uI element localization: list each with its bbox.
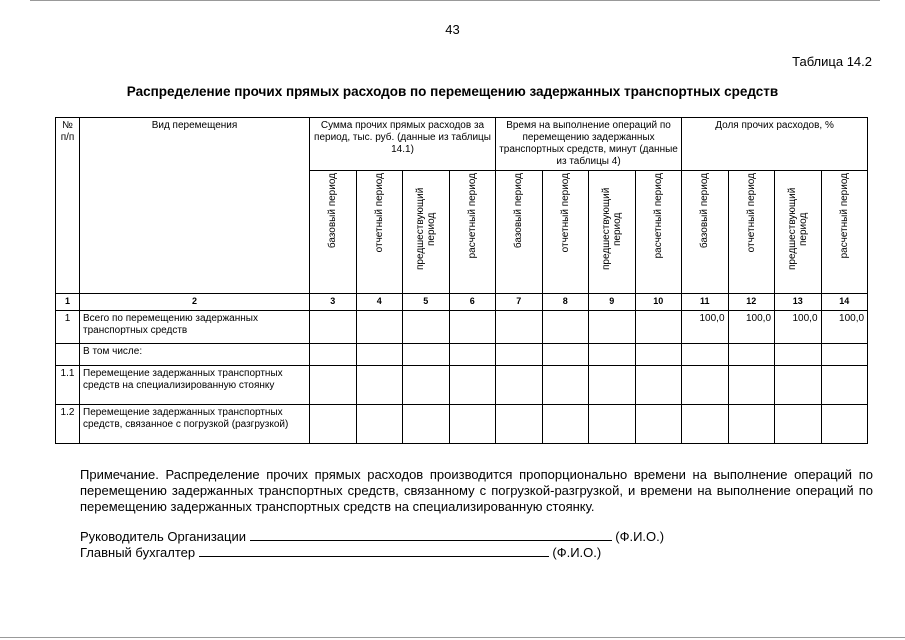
- empty-cell: [403, 311, 450, 344]
- row-number: 1.1: [56, 366, 80, 405]
- signature-line-accountant: [80, 544, 601, 560]
- empty-cell: [635, 405, 682, 444]
- empty-cell: [496, 311, 543, 344]
- column-number: 11: [682, 294, 729, 311]
- empty-cell: [449, 311, 496, 344]
- share-value: 100,0: [775, 311, 822, 344]
- empty-cell: [682, 366, 729, 405]
- empty-cell: [496, 405, 543, 444]
- empty-cell: [403, 405, 450, 444]
- header-period-cell: [589, 171, 636, 294]
- empty-cell: [728, 344, 775, 366]
- column-number: 13: [775, 294, 822, 311]
- table-row: [56, 311, 868, 344]
- empty-cell: [589, 344, 636, 366]
- header-no: № п/п: [56, 118, 80, 294]
- empty-cell: [542, 405, 589, 444]
- header-period-cell: [728, 171, 775, 294]
- period-label: базовый период: [513, 173, 525, 249]
- empty-cell: [356, 366, 403, 405]
- period-label: предшествующий период: [786, 187, 809, 271]
- column-number: 10: [635, 294, 682, 311]
- column-number: 2: [80, 294, 310, 311]
- row-number: 1.2: [56, 405, 80, 444]
- column-number: 9: [589, 294, 636, 311]
- table-row: [56, 405, 868, 444]
- empty-cell: [310, 344, 357, 366]
- empty-cell: [821, 366, 868, 405]
- row-name: Всего по перемещению задержанных транспортных средств: [80, 311, 310, 344]
- empty-cell: [310, 311, 357, 344]
- empty-cell: [635, 344, 682, 366]
- header-period-cell: [496, 171, 543, 294]
- empty-cell: [682, 405, 729, 444]
- period-label: расчетный период: [466, 173, 478, 259]
- distribution-table: [55, 117, 868, 444]
- header-period-cell: [821, 171, 868, 294]
- header-group-sum: Сумма прочих прямых расходов за период, тыс. руб. (данные из таблицы 14.1): [310, 118, 496, 171]
- header-group-time: Время на выполнение операций по перемещению задержанных транспортных средств, минут (данные из таблицы 4): [496, 118, 682, 171]
- column-number: 3: [310, 294, 357, 311]
- empty-cell: [589, 366, 636, 405]
- header-period-cell: [403, 171, 450, 294]
- header-period-cell: [449, 171, 496, 294]
- empty-cell: [775, 344, 822, 366]
- column-number: 12: [728, 294, 775, 311]
- empty-cell: [589, 311, 636, 344]
- empty-cell: [449, 344, 496, 366]
- period-label: базовый период: [327, 173, 339, 249]
- bottom-edge-line: [0, 637, 905, 638]
- share-value: 100,0: [728, 311, 775, 344]
- period-label: расчетный период: [838, 173, 850, 259]
- empty-cell: [542, 366, 589, 405]
- column-number-row: [56, 294, 868, 311]
- header-period-cell: [310, 171, 357, 294]
- column-number: 14: [821, 294, 868, 311]
- empty-cell: [821, 344, 868, 366]
- empty-cell: [682, 344, 729, 366]
- head-fio: (Ф.И.О.): [615, 529, 665, 544]
- period-label: отчетный период: [373, 173, 385, 253]
- empty-cell: [403, 344, 450, 366]
- header-period-cell: [635, 171, 682, 294]
- column-number: 5: [403, 294, 450, 311]
- empty-cell: [310, 366, 357, 405]
- empty-cell: [635, 366, 682, 405]
- empty-cell: [542, 311, 589, 344]
- row-name: Перемещение задержанных транспортных средств на специализированную стоянку: [80, 366, 310, 405]
- head-label: Руководитель Организации: [80, 529, 246, 544]
- share-value: 100,0: [821, 311, 868, 344]
- period-label: предшествующий период: [414, 187, 437, 271]
- empty-cell: [356, 311, 403, 344]
- head-signature-blank: [250, 528, 612, 541]
- column-number: 7: [496, 294, 543, 311]
- accountant-label: Главный бухгалтер: [80, 545, 196, 560]
- top-edge-line: [30, 0, 880, 1]
- column-number: 6: [449, 294, 496, 311]
- header-period-cell: [542, 171, 589, 294]
- period-label: предшествующий период: [600, 187, 623, 271]
- accountant-signature-blank: [199, 544, 549, 557]
- empty-cell: [635, 311, 682, 344]
- empty-cell: [496, 366, 543, 405]
- signature-line-head: [80, 528, 664, 544]
- column-number: 4: [356, 294, 403, 311]
- empty-cell: [356, 405, 403, 444]
- column-number: 1: [56, 294, 80, 311]
- empty-cell: [356, 344, 403, 366]
- accountant-fio: (Ф.И.О.): [552, 545, 602, 560]
- empty-cell: [542, 344, 589, 366]
- empty-cell: [821, 405, 868, 444]
- column-number: 8: [542, 294, 589, 311]
- row-name: В том числе:: [80, 344, 310, 366]
- share-value: 100,0: [682, 311, 729, 344]
- header-group-share: Доля прочих расходов, %: [682, 118, 868, 171]
- empty-cell: [728, 405, 775, 444]
- empty-cell: [449, 366, 496, 405]
- period-label: расчетный период: [652, 173, 664, 259]
- empty-cell: [496, 344, 543, 366]
- header-period-cell: [682, 171, 729, 294]
- empty-cell: [775, 366, 822, 405]
- row-name: Перемещение задержанных транспортных средств, связанное с погрузкой (разгрузкой): [80, 405, 310, 444]
- empty-cell: [589, 405, 636, 444]
- header-period-cell: [356, 171, 403, 294]
- period-label: отчетный период: [559, 173, 571, 253]
- page-number: 43: [445, 22, 460, 37]
- header-kind: Вид перемещения: [80, 118, 310, 294]
- document-title: Распределение прочих прямых расходов по перемещению задержанных транспортных средств: [126, 84, 779, 99]
- empty-cell: [449, 405, 496, 444]
- note-paragraph: Примечание. Распределение прочих прямых расходов производится пропорционально времени на выполнение операций по перемещению задержанных транспортных средств, связанному с погрузкой-разгрузкой, и времени на выполнение операций по перемещению задержанных транспортных средств на специализированную стоянку.: [80, 467, 873, 514]
- empty-cell: [775, 405, 822, 444]
- empty-cell: [310, 405, 357, 444]
- table-row: [56, 344, 868, 366]
- row-number: 1: [56, 311, 80, 344]
- period-label: базовый период: [699, 173, 711, 249]
- empty-cell: [728, 366, 775, 405]
- period-label: отчетный период: [745, 173, 757, 253]
- header-period-cell: [775, 171, 822, 294]
- table-row: [56, 366, 868, 405]
- row-number: [56, 344, 80, 366]
- table-label: Таблица 14.2: [792, 54, 872, 69]
- empty-cell: [403, 366, 450, 405]
